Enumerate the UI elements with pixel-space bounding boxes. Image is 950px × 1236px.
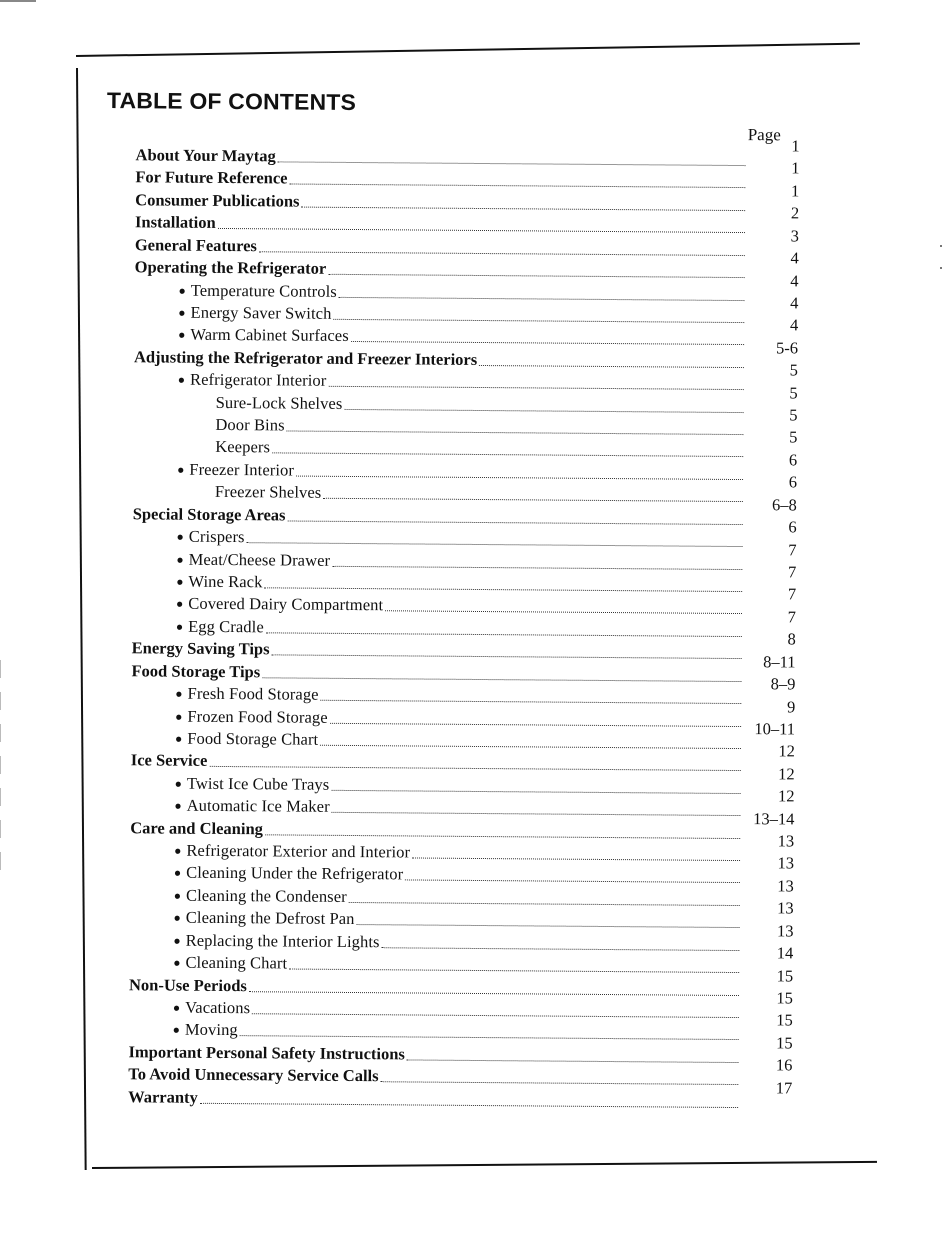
dot-leader xyxy=(265,833,740,839)
toc-entry-label: Frozen Food Storage xyxy=(187,706,328,727)
dot-leader xyxy=(320,744,741,749)
toc-entry-page-number: 6 xyxy=(788,517,797,537)
toc-entry-page-number: 1 xyxy=(791,136,800,156)
dot-leader xyxy=(266,631,742,637)
toc-entry-page-number: 13 xyxy=(776,921,794,941)
toc-entry-page-number: 6 xyxy=(788,472,798,492)
toc-entry-page-number: 8–11 xyxy=(763,651,796,672)
toc-entry-page-number: 13 xyxy=(777,853,795,873)
dot-leader xyxy=(381,1080,739,1085)
page-title: TABLE OF CONTENTS xyxy=(106,88,357,116)
dot-leader xyxy=(209,765,740,771)
dot-leader xyxy=(289,968,739,974)
toc-entry-label: Covered Dairy Compartment xyxy=(188,594,384,615)
toc-entry-label: For Future Reference xyxy=(135,167,288,188)
toc-entry-label: Refrigerator Exterior and Interior xyxy=(186,840,411,862)
toc-entry-label: Keepers xyxy=(215,437,271,457)
dot-leader xyxy=(332,811,741,816)
dot-leader xyxy=(328,385,743,390)
dot-leader xyxy=(407,1058,739,1063)
dot-leader xyxy=(287,519,742,525)
toc-entry-label: Installation xyxy=(134,212,216,233)
bullet-icon: ● xyxy=(177,372,186,387)
bullet-icon: ● xyxy=(173,955,181,970)
toc-entry-label: General Features xyxy=(134,234,257,255)
toc-entry-label: Energy Saving Tips xyxy=(131,638,270,659)
bullet-icon: ● xyxy=(175,619,184,634)
toc-entry-page-number: 15 xyxy=(776,965,794,986)
bullet-icon: ● xyxy=(174,843,182,858)
bullet-icon: ● xyxy=(174,776,182,791)
bullet-icon: ● xyxy=(178,305,186,320)
toc-entry-page-number: 17 xyxy=(775,1077,793,1098)
dot-leader xyxy=(200,1101,738,1107)
toc-entry-label: Food Storage Tips xyxy=(131,660,261,681)
toc-entry-page-number: 8 xyxy=(787,629,796,649)
toc-entry-label: Twist Ice Cube Trays xyxy=(186,773,330,794)
bullet-icon: ● xyxy=(172,1000,181,1015)
dot-leader xyxy=(339,295,745,300)
toc-entry-page-number: 5-6 xyxy=(776,338,799,358)
dot-leader xyxy=(412,856,740,861)
toc-entry-label: Freezer Shelves xyxy=(214,482,322,503)
toc-entry-label: Sure-Lock Shelves xyxy=(215,392,343,413)
dot-leader xyxy=(351,340,744,345)
toc-entry-label: About Your Maytag xyxy=(135,145,276,166)
toc-entry-page-number: 5 xyxy=(789,427,798,447)
toc-entry-label: Care and Cleaning xyxy=(130,817,263,838)
bullet-icon: ● xyxy=(176,529,184,544)
toc-entry-page-number: 16 xyxy=(775,1055,793,1075)
bullet-icon: ● xyxy=(174,731,183,746)
toc-entry-label: Freezer Interior xyxy=(189,459,295,480)
toc-entry-label: Cleaning Chart xyxy=(185,952,288,973)
toc-entry-page-number: 13 xyxy=(777,898,794,918)
bullet-icon: ● xyxy=(175,597,184,612)
toc-entry-label: Adjusting the Refrigerator and Freezer Interiors xyxy=(133,347,478,369)
toc-entry-page-number: 5 xyxy=(789,360,798,380)
toc-entry-label: Warranty xyxy=(128,1086,198,1107)
toc-entry[interactable] xyxy=(128,1085,740,1112)
dot-leader xyxy=(344,408,743,413)
toc-entry-page-number: 12 xyxy=(777,786,795,806)
bullet-icon: ● xyxy=(175,686,183,701)
bullet-icon: ● xyxy=(178,327,186,343)
dot-leader xyxy=(287,430,744,436)
dot-leader xyxy=(357,923,740,928)
toc-entry-label: Ice Service xyxy=(130,750,208,771)
dot-leader xyxy=(405,879,740,884)
toc-entry-label: Consumer Publications xyxy=(135,190,300,211)
toc-entry-label: Moving xyxy=(184,1020,238,1040)
dot-leader xyxy=(330,721,741,726)
toc-entry-label: Cleaning the Defrost Pan xyxy=(185,907,355,929)
bullet-icon: ● xyxy=(173,933,181,948)
bullet-icon: ● xyxy=(173,910,181,925)
toc-entry-page-number: 4 xyxy=(789,315,799,335)
dot-leader xyxy=(328,273,744,278)
dot-leader xyxy=(333,318,744,323)
dot-leader xyxy=(218,227,745,233)
toc-entry-page-number: 13 xyxy=(777,876,794,896)
bullet-icon: ● xyxy=(177,462,185,477)
toc-entry-page-number: 3 xyxy=(790,226,800,246)
toc-entry-page-number: 7 xyxy=(788,539,797,560)
toc-entry-page-number: 13 xyxy=(777,831,795,851)
toc-entry-page-number: 15 xyxy=(776,1033,793,1053)
toc-entry-page-number: 7 xyxy=(787,562,797,582)
toc-entry-page-number: 4 xyxy=(790,293,799,313)
dot-leader xyxy=(479,364,744,368)
bullet-icon: ● xyxy=(174,798,182,813)
toc-entry-label: Special Storage Areas xyxy=(132,503,286,525)
toc-entry-label: Replacing the Interior Lights xyxy=(185,930,380,951)
toc-entry-page-number: 2 xyxy=(790,203,800,223)
toc-entry-label: Meat/Cheese Drawer xyxy=(188,549,331,570)
toc-entry-label: Door Bins xyxy=(215,414,285,435)
dot-leader xyxy=(385,610,742,615)
toc-entry-page-number: 5 xyxy=(789,383,798,403)
toc-entry-page-number: 12 xyxy=(778,741,795,761)
toc-entry-page-number: 9 xyxy=(786,696,796,716)
toc-entry-label: To Avoid Unnecessary Service Calls xyxy=(128,1064,379,1086)
toc-entry-page-number: 6 xyxy=(788,450,798,470)
toc-entry-page-number: 14 xyxy=(776,943,794,963)
toc-entry-page-number: 13–14 xyxy=(753,808,795,829)
toc-entry-page-number: 4 xyxy=(790,270,799,291)
dot-leader xyxy=(382,946,740,951)
bullet-icon: ● xyxy=(173,866,182,881)
toc-entry-label: Fresh Food Storage xyxy=(187,683,319,704)
dot-leader xyxy=(247,541,743,547)
toc-entry-label: Crispers xyxy=(188,526,245,547)
dot-leader xyxy=(240,1035,739,1041)
toc-entry-label: Temperature Controls xyxy=(190,280,337,301)
dot-leader xyxy=(259,250,745,256)
toc-entry-page-number: 4 xyxy=(790,248,799,268)
toc-entry-page-number: 1 xyxy=(791,158,800,178)
toc-entry-label: Energy Saver Switch xyxy=(190,302,332,323)
toc-entry-label: Refrigerator Interior xyxy=(189,369,327,390)
toc-entry-page-number: 15 xyxy=(776,988,794,1008)
toc-entry-label: Important Personal Safety Instructions xyxy=(128,1042,405,1064)
toc-entry-label: Vacations xyxy=(185,997,251,1018)
dot-leader xyxy=(249,990,739,996)
toc-entry-label: Food Storage Chart xyxy=(187,728,319,749)
dot-leader xyxy=(272,654,742,660)
dot-leader xyxy=(262,676,741,682)
toc-entry-page-number: 7 xyxy=(787,607,797,627)
toc-entry-page-number: 7 xyxy=(787,584,797,604)
bullet-icon: ● xyxy=(176,574,184,589)
toc-entry-label: Non-Use Periods xyxy=(128,974,247,995)
dot-leader xyxy=(332,564,742,569)
toc-entry-page-number: 6–8 xyxy=(772,495,797,515)
bullet-icon: ● xyxy=(173,888,182,903)
toc-entry-label: Cleaning Under the Refrigerator xyxy=(186,863,404,884)
dot-leader xyxy=(252,1012,739,1018)
toc-entry-label: Egg Cradle xyxy=(188,616,264,637)
toc-entry-page-number: 8–9 xyxy=(770,674,796,694)
toc-entry-label: Cleaning the Condenser xyxy=(185,885,347,906)
dot-leader xyxy=(296,474,743,480)
toc-entry-page-number: 12 xyxy=(778,764,795,784)
dot-leader xyxy=(301,205,745,210)
bullet-icon: ● xyxy=(178,283,186,298)
toc-entry-label: Warm Cabinet Surfaces xyxy=(190,325,349,346)
dot-leader xyxy=(289,183,745,189)
dot-leader xyxy=(349,901,740,906)
toc-entry-label: Wine Rack xyxy=(188,571,263,592)
toc-entry-page-number: 15 xyxy=(776,1010,793,1030)
toc-entry-label: Automatic Ice Maker xyxy=(186,795,330,816)
dot-leader xyxy=(264,586,742,592)
dot-leader xyxy=(272,452,743,458)
toc-entry-page-number: 5 xyxy=(789,405,798,425)
page-column-header: Page xyxy=(747,125,781,145)
dot-leader xyxy=(331,789,740,794)
bullet-icon: ● xyxy=(176,552,184,567)
bullet-icon: ● xyxy=(172,1022,181,1038)
dot-leader xyxy=(278,160,746,166)
dot-leader xyxy=(321,699,742,704)
dot-leader xyxy=(323,497,743,502)
toc-entry-page-number: 10–11 xyxy=(754,719,796,739)
toc-entry-label: Operating the Refrigerator xyxy=(134,257,327,278)
toc-entry-page-number: 1 xyxy=(790,181,800,201)
bullet-icon: ● xyxy=(175,709,183,724)
